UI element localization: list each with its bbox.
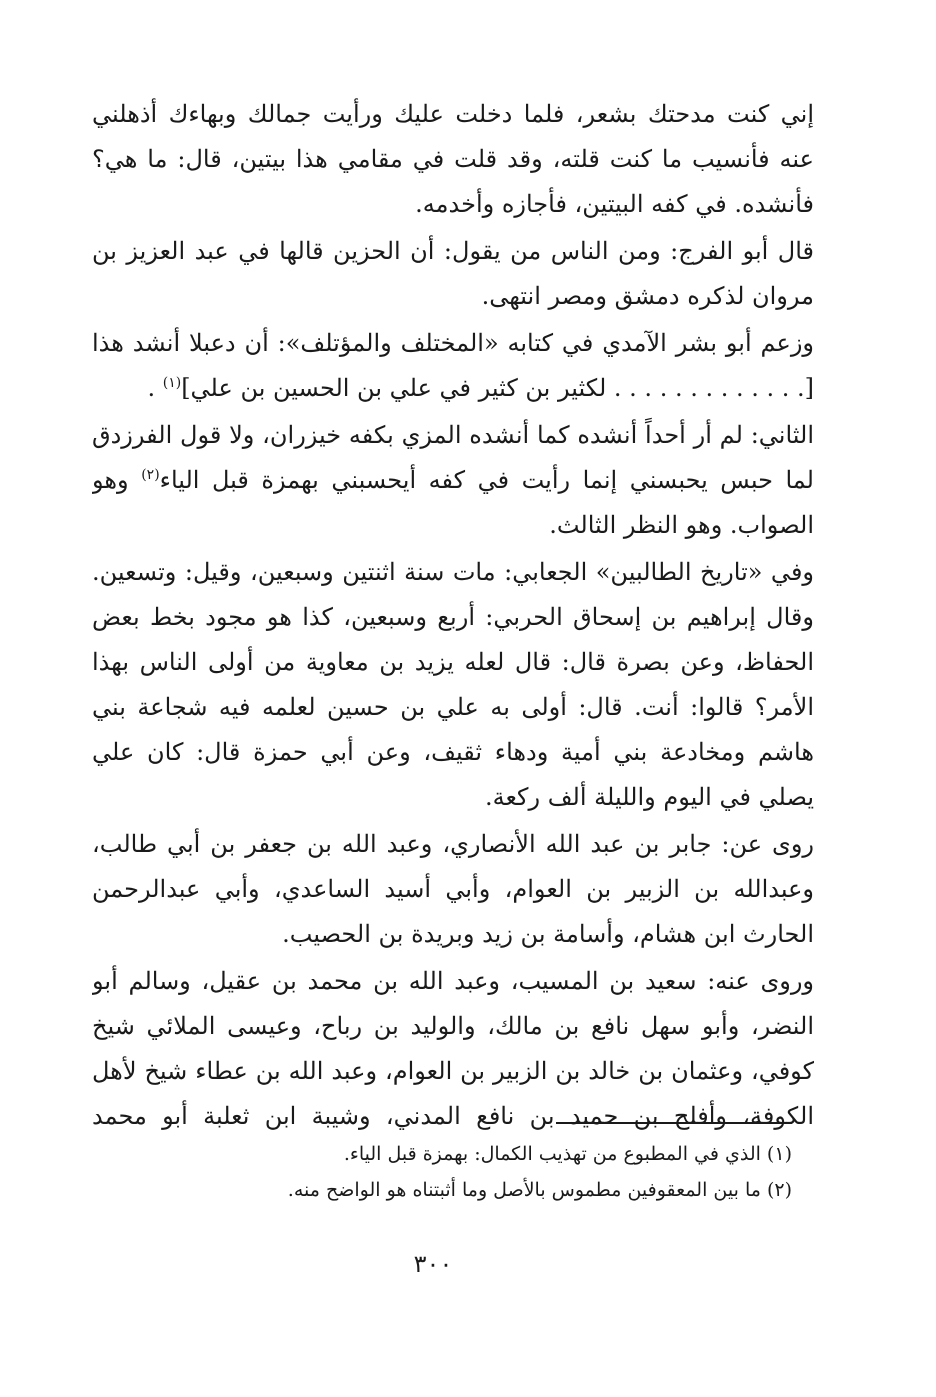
paragraph bbox=[92, 229, 814, 319]
paragraph bbox=[92, 550, 814, 820]
text-line: وفي «تاريخ الطالبين» الجعابي: مات سنة اثنتين وسبعين، وقيل: وتسعين. bbox=[92, 558, 814, 586]
bracketed-text: [. . . . . . . . . . . . . لكثير بن كثير في علي بن الحسين بن علي] bbox=[181, 374, 814, 402]
sentence-end: . bbox=[147, 374, 156, 402]
text-line: الحفاظ، وعن بصرة قال: قال لعله يزيد بن معاوية من أولى الناس بهذا bbox=[92, 648, 814, 676]
paragraph bbox=[92, 321, 814, 411]
footnotes bbox=[200, 1136, 792, 1208]
text-line: وزعم أبو بشر الآمدي في كتابه «المختلف والمؤتلف»: أن دعبلا أنشد هذا bbox=[92, 329, 814, 357]
paragraph bbox=[92, 413, 814, 548]
footnote-2: (٢) ما بين المعقوفين مطموس بالأصل وما أثبتناه هو الواضح منه. bbox=[287, 1179, 792, 1201]
text-line: قال أبو الفرج: ومن الناس من يقول: أن الحزين قالها في عبد العزيز بن bbox=[92, 237, 814, 265]
text-line: عنه فأنسيب ما كنت قلته، وقد قلت في مقامي هذا بيتين، قال: ما هي؟ bbox=[92, 145, 814, 173]
text-segment: وهو bbox=[92, 466, 129, 494]
text-line bbox=[92, 366, 814, 411]
footnote-marker-1: (١) bbox=[162, 375, 182, 391]
text-line: فأنشده. في كفه البيتين، فأجازه وأخدمه. bbox=[415, 190, 814, 218]
page-number: ٣٠٠ bbox=[413, 1250, 453, 1278]
footnote-marker-2: (٢) bbox=[141, 467, 160, 483]
text-line: كوفي، وعثمان بن خالد بن الزبير بن العوام، وعبد الله بن عطاء شيخ لأهل bbox=[92, 1057, 814, 1085]
text-line: الأمر؟ قالوا: أنت. قال: أولى به علي بن حسين لعلمه فيه شجاعة بني bbox=[92, 693, 814, 721]
text-line: الحارث ابن هشام، وأسامة بن زيد وبريدة بن الحصيب. bbox=[282, 920, 814, 948]
paragraph bbox=[92, 92, 814, 227]
footnote-separator bbox=[556, 1122, 792, 1124]
text-line: النضر، وأبو سهل نافع بن مالك، والوليد بن رباح، وعيسى الملائي شيخ bbox=[92, 1012, 814, 1040]
text-line: روى عن: جابر بن عبد الله الأنصاري، وعبد الله بن جعفر بن أبي طالب، bbox=[92, 830, 814, 858]
text-line: يصلي في اليوم والليلة ألف ركعة. bbox=[484, 783, 814, 811]
text-line: وقال إبراهيم بن إسحاق الحربي: أربع وسبعين، كذا هو مجود بخط بعض bbox=[92, 603, 814, 631]
text-line: الثاني: لم أر أحداً أنشده كما أنشده المزي بكفه خيزران، ولا قول الفرزدق bbox=[92, 421, 814, 449]
text-line: إني كنت مدحتك بشعر، فلما دخلت عليك ورأيت جمالك وبهاءك أذهلني bbox=[92, 100, 814, 128]
text-segment: لما حبس يحبسني إنما رأيت في كفه أيحسبني بهمزة قبل الياء bbox=[159, 466, 814, 494]
text-line: وعبدالله بن الزبير بن العوام، وأبي أسيد الساعدي، وأبي عبدالرحمن bbox=[92, 875, 814, 903]
main-text bbox=[92, 92, 814, 1141]
paragraph bbox=[92, 959, 814, 1139]
text-line: وروى عنه: سعيد بن المسيب، وعبد الله بن محمد بن عقيل، وسالم أبو bbox=[92, 967, 814, 995]
text-line: الصواب. وهو النظر الثالث. bbox=[549, 511, 814, 539]
text-line bbox=[92, 458, 814, 503]
text-line: هاشم ومخادعة بني أمية ودهاء ثقيف، وعن أبي حمزة قال: كان علي bbox=[92, 738, 814, 766]
footnote-1: (١) الذي في المطبوع من تهذيب الكمال: بهمزة قبل الياء. bbox=[343, 1143, 792, 1165]
paragraph bbox=[92, 822, 814, 957]
text-line: الكوفة، وأفلح بن حميد بن نافع المدني، وشيبة ابن ثعلبة أبو محمد bbox=[92, 1102, 814, 1130]
text-line: مروان لذكره دمشق ومصر انتهى. bbox=[481, 282, 814, 310]
